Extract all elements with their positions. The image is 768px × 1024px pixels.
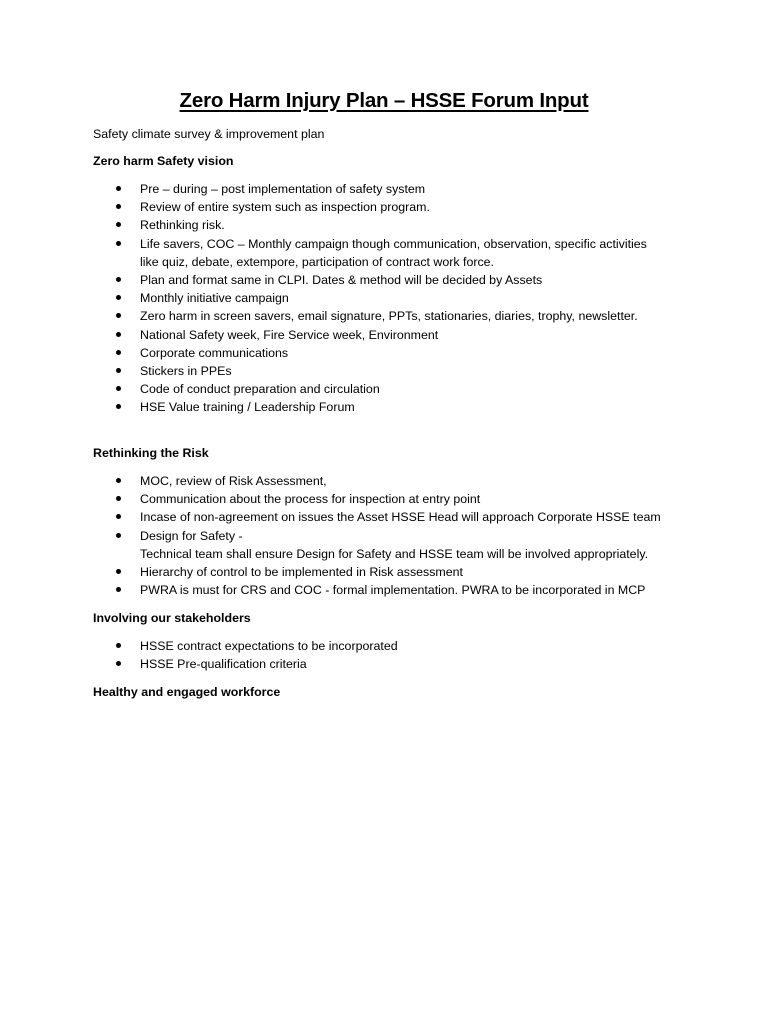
bullet-icon xyxy=(116,533,121,538)
list-item: Code of conduct preparation and circulation xyxy=(0,380,700,398)
bullet-icon xyxy=(116,313,121,318)
bullet-icon xyxy=(116,643,121,648)
bullet-icon xyxy=(116,404,121,409)
list-item: Life savers, COC – Monthly campaign though communication, observation, specific activities like quiz, debate, extempore, participation of contract work force. xyxy=(0,235,700,271)
list-item: Rethinking risk. xyxy=(0,216,700,234)
list-item: Corporate communications xyxy=(0,344,700,362)
bullet-icon xyxy=(116,295,121,300)
list-item: Pre – during – post implementation of safety system xyxy=(0,180,700,198)
list-item: Zero harm in screen savers, email signature, PPTs, stationaries, diaries, trophy, newsletter. xyxy=(0,307,700,325)
bullet-icon xyxy=(116,587,121,592)
rethinking-risk-list xyxy=(0,472,700,599)
document-title: Zero Harm Injury Plan – HSSE Forum Input xyxy=(179,89,589,112)
list-item: Plan and format same in CLPI. Dates & method will be decided by Assets xyxy=(0,271,700,289)
list-item: Communication about the process for inspection at entry point xyxy=(0,490,700,508)
bullet-icon xyxy=(116,241,121,246)
list-item: HSE Value training / Leadership Forum xyxy=(0,398,700,416)
bullet-icon xyxy=(116,496,121,501)
bullet-icon xyxy=(116,368,121,373)
list-item: Design for Safety - Technical team shall ensure Design for Safety and HSSE team will be involved appropriately. xyxy=(0,527,700,563)
list-item: Review of entire system such as inspection program. xyxy=(0,198,700,216)
bullet-icon xyxy=(116,186,121,191)
list-item: HSSE contract expectations to be incorporated xyxy=(0,637,700,655)
list-item: Stickers in PPEs xyxy=(0,362,700,380)
bullet-icon xyxy=(116,222,121,227)
bullet-icon xyxy=(116,332,121,337)
bullet-icon xyxy=(116,386,121,391)
bullet-icon xyxy=(116,569,121,574)
bullet-icon xyxy=(116,661,121,666)
list-item: National Safety week, Fire Service week, Environment xyxy=(0,326,700,344)
list-item: HSSE Pre-qualification criteria xyxy=(0,655,700,673)
list-item: Monthly initiative campaign xyxy=(0,289,700,307)
bullet-icon xyxy=(116,350,121,355)
section-heading-workforce: Healthy and engaged workforce xyxy=(93,685,281,699)
section-heading-rethinking-risk: Rethinking the Risk xyxy=(93,446,209,460)
bullet-icon xyxy=(116,204,121,209)
bullet-icon xyxy=(116,277,121,282)
bullet-icon xyxy=(116,514,121,519)
stakeholders-list xyxy=(0,637,700,673)
list-item: PWRA is must for CRS and COC - formal implementation. PWRA to be incorporated in MCP xyxy=(0,581,700,599)
section-heading-stakeholders: Involving our stakeholders xyxy=(93,611,251,625)
section-heading-safety-vision: Zero harm Safety vision xyxy=(93,154,234,168)
bullet-icon xyxy=(116,478,121,483)
list-item: Hierarchy of control to be implemented in Risk assessment xyxy=(0,563,700,581)
intro-text: Safety climate survey & improvement plan xyxy=(93,127,325,141)
list-item: MOC, review of Risk Assessment, xyxy=(0,472,700,490)
safety-vision-list xyxy=(0,180,700,417)
list-item: Incase of non-agreement on issues the Asset HSSE Head will approach Corporate HSSE team xyxy=(0,508,700,526)
